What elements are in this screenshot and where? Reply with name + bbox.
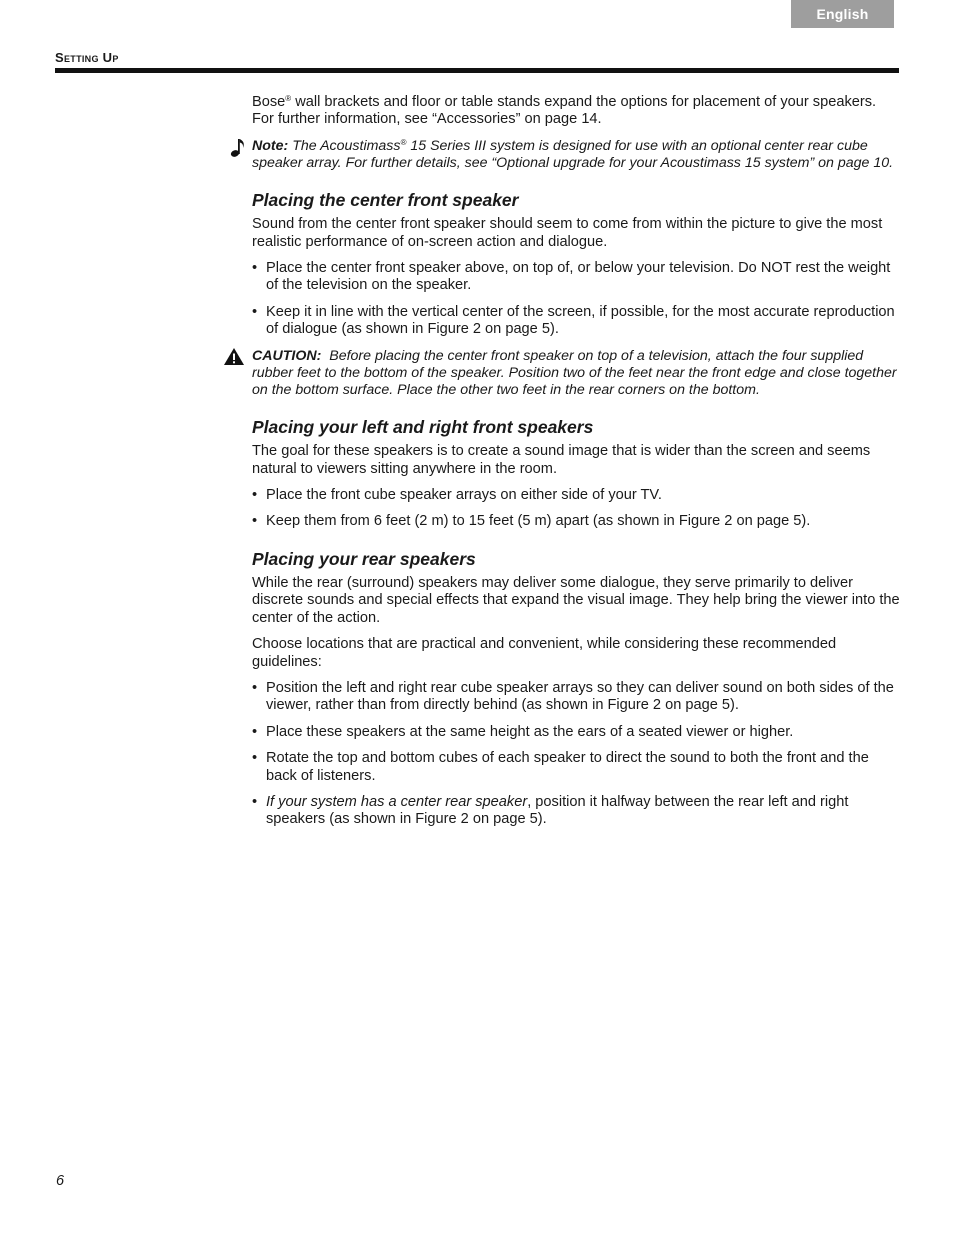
list-item: • Place the front cube speaker arrays on either side of your TV. [252,487,900,504]
warning-triangle-icon [223,347,245,371]
left-right-front-intro: The goal for these speakers is to create a sound image that is wider than the screen and seems natural to viewers sitting anywhere in the room. [252,443,871,477]
registered-mark: ® [285,94,292,103]
list-item: • Keep it in line with the vertical center of the screen, if possible, for the most accurate reproduction of dialogue (as shown in Figure 2 on page 5). [252,304,900,339]
rear-intro-2: Choose locations that are practical and convenient, while considering these recommended guidelines: [252,636,837,670]
section-divider [55,68,899,73]
brand-name: Bose [252,94,286,110]
list-item: • Position the left and right rear cube speaker arrays so they can deliver sound on both sides of the viewer, rather than from directly behind (as shown in Figure 2 on page 5). [252,680,900,715]
intro-text: wall brackets and floor or table stands expand the options for placement of your speakers. For further information, see “Accessories” on page 14. [252,94,877,128]
list-item [252,794,900,829]
note-label: Note: [252,137,289,154]
list-item-text: , position it halfway between the rear left and right speakers (as shown in Figure 2 on page 5). [266,793,849,828]
rear-intro-1: While the rear (surround) speakers may deliver some dialogue, they serve primarily to deliver discrete sounds and special effects that expand the visual image. They help bring the viewer into the center of the action. [252,574,900,626]
heading-left-right-front: Placing your left and right front speakers [252,417,594,438]
caution-block [252,348,900,400]
page-number: 6 [56,1173,65,1189]
list-item: • Rotate the top and bottom cubes of each speaker to direct the sound to both the front and the back of listeners. [252,750,900,785]
list-item: • Place these speakers at the same height as the ears of a seated viewer or higher. [252,724,900,741]
center-front-list [252,260,900,339]
section-title: Setting Up [55,50,119,65]
caution-label: CAUTION: [252,347,322,364]
note-block [252,138,900,172]
heading-center-front: Placing the center front speaker [252,190,519,211]
note-text-2: 15 Series III system is designed for use with an optional center rear cube speaker array. For further details, see “Optional upgrade for your Acoustimass 15 system” on page 10. [252,137,894,172]
heading-rear: Placing your rear speakers [252,548,476,569]
list-item: • Place the center front speaker above, on top of, or below your television. Do NOT rest the weight of the television on the speaker. [252,260,900,295]
page-content [252,94,900,838]
list-item: • Keep them from 6 feet (2 m) to 15 feet (5 m) apart (as shown in Figure 2 on page 5). [252,513,900,530]
music-note-icon [230,138,246,163]
caution-text: Before placing the center front speaker on top of a television, attach the four supplied rubber feet to the bottom of the speaker. Position two of the feet near the front edge and close together on the bottom surface. Place the other two feet in the rear corners on the bottom. [252,347,901,399]
registered-mark: ® [400,137,407,147]
left-right-front-list [252,487,900,531]
list-item-emphasis: If your system has a center rear speaker [266,793,528,810]
intro-paragraph [252,94,900,129]
rear-list [252,680,900,829]
note-text-1: The Acoustimass [288,137,401,154]
language-tab[interactable]: English [791,0,894,28]
center-front-intro: Sound from the center front speaker should seem to come from within the picture to give the most realistic performance of on-screen action and dialogue. [252,216,883,250]
